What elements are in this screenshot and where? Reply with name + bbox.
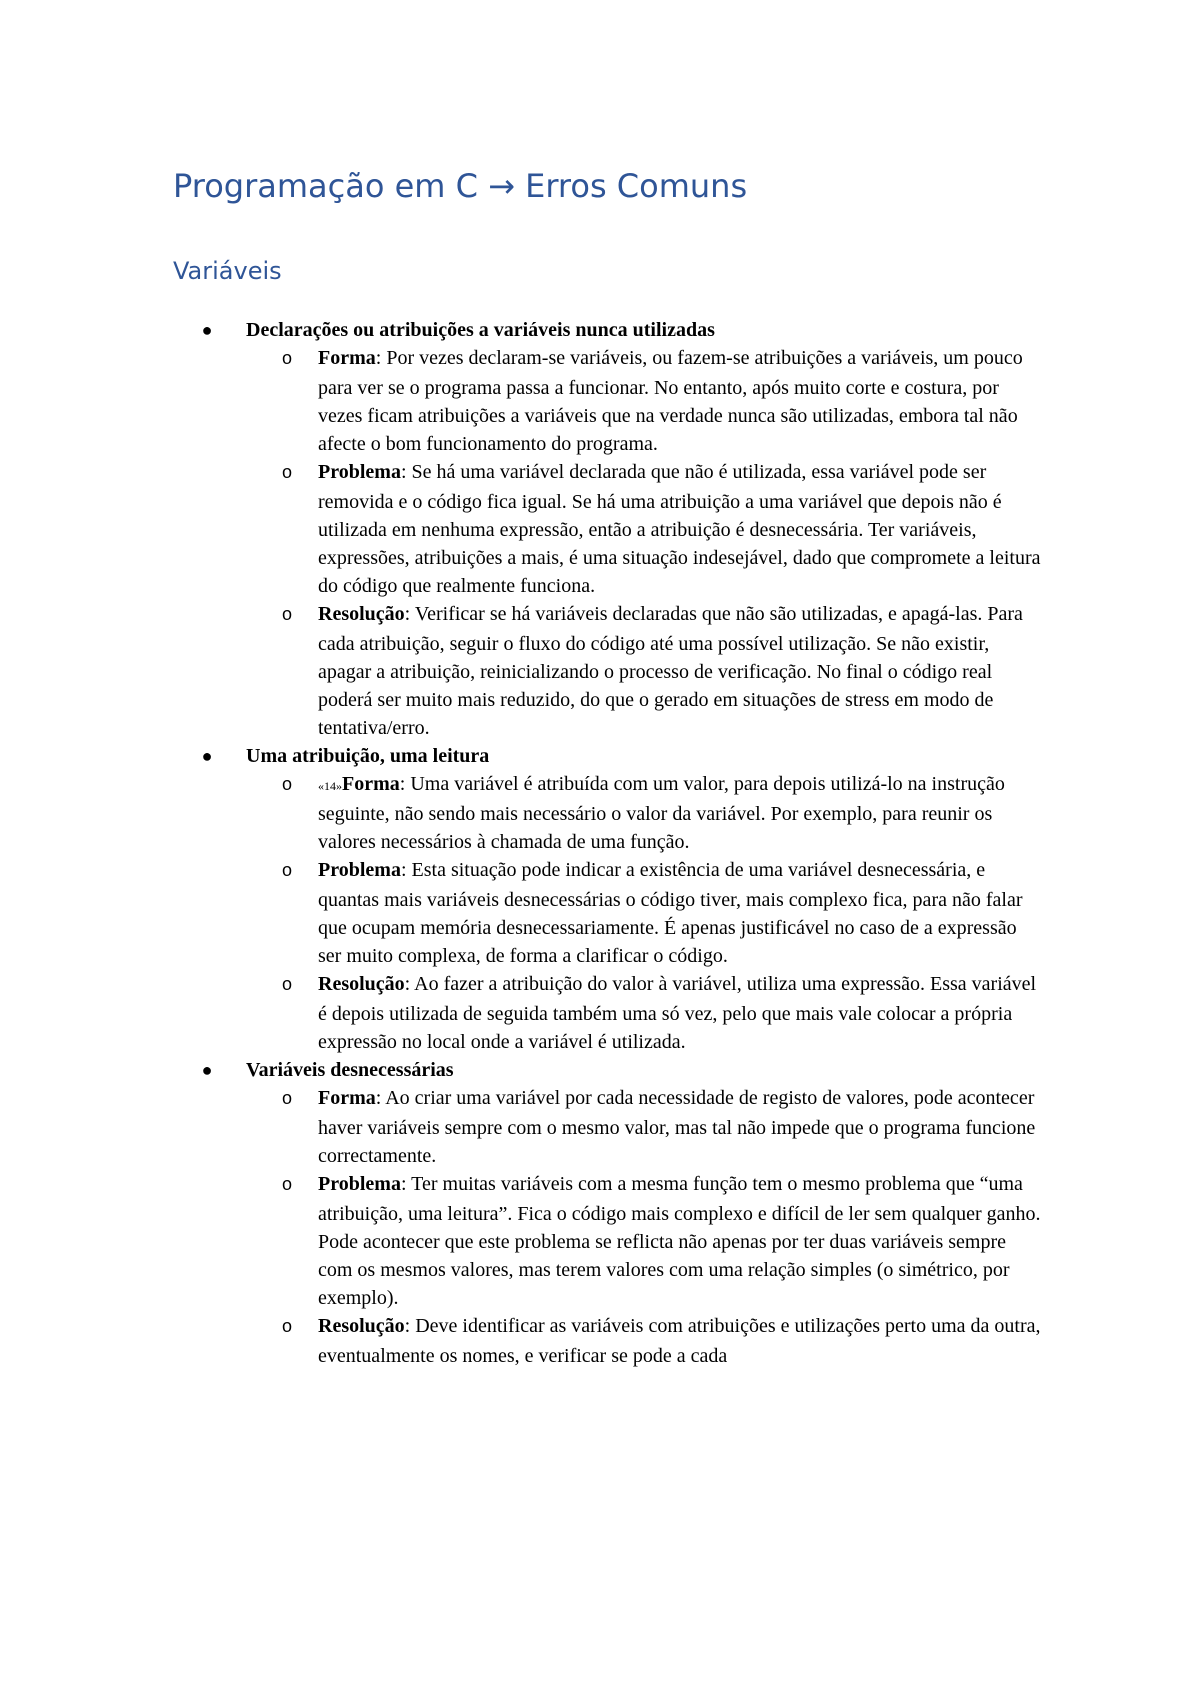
circle-bullet-icon: o (282, 860, 293, 880)
topic-list (173, 316, 1043, 1370)
point-label: Forma (318, 347, 376, 369)
circle-bullet-icon: o (282, 462, 293, 482)
point-label: Resolução (318, 973, 405, 995)
point-text: : Por vezes declaram-se variáveis, ou fazem-se atribuições a variáveis, um pouco para ver se o programa passa a funcionar. No entanto, após muito corte e costura, por vezes ficam atribuições a variáveis que na verdade nunca são utilizadas, embora tal não afecte o bom funcionamento do programa. (318, 347, 1023, 455)
topic-title: Declarações ou atribuições a variáveis nunca utilizadas (246, 319, 715, 341)
point-label: Forma (318, 1087, 376, 1109)
list-item (246, 344, 1043, 458)
circle-bullet-icon: o (282, 1174, 293, 1194)
list-item (246, 458, 1043, 600)
sub-list (246, 770, 1043, 1056)
bullet-icon: ● (201, 746, 213, 766)
list-item (173, 742, 1043, 1056)
document-title: Programação em C → Erros Comuns (173, 167, 748, 205)
point-label: Problema (318, 859, 401, 881)
circle-bullet-icon: o (282, 604, 293, 624)
topic-title: Variáveis desnecessárias (246, 1059, 454, 1081)
bullet-icon: ● (201, 320, 213, 340)
point-text: : Deve identificar as variáveis com atribuições e utilizações perto uma da outra, eventualmente os nomes, e verificar se pode a cada (318, 1315, 1041, 1367)
note-marker: «14» (318, 779, 342, 793)
point-label: Problema (318, 1173, 401, 1195)
list-item (246, 1312, 1043, 1370)
point-text: : Ao fazer a atribuição do valor à variável, utiliza uma expressão. Essa variável é depois utilizada de seguida também uma só vez, pelo que mais vale colocar a própria expressão no local onde a variável é utilizada. (318, 973, 1037, 1053)
point-label: Resolução (318, 1315, 405, 1337)
sub-list (246, 1084, 1043, 1370)
point-text: : Ao criar uma variável por cada necessidade de registo de valores, pode acontecer haver variáveis sempre com o mesmo valor, mas tal não impede que o programa funcione correctamente. (318, 1087, 1036, 1167)
point-label: Problema (318, 461, 401, 483)
list-item (246, 600, 1043, 742)
bullet-icon: ● (201, 1060, 213, 1080)
circle-bullet-icon: o (282, 774, 293, 794)
point-text: : Se há uma variável declarada que não é utilizada, essa variável pode ser removida e o código fica igual. Se há uma atribuição a uma variável que depois não é utilizada em nenhuma expressão, então a atribuição é desnecessária. Ter variáveis, expressões, atribuições a mais, é uma situação indesejável, dado que compromete a leitura do código que realmente funciona. (318, 461, 1041, 597)
circle-bullet-icon: o (282, 1316, 293, 1336)
point-text: : Uma variável é atribuída com um valor, para depois utilizá-lo na instrução seguinte, não sendo mais necessário o valor da variável. Por exemplo, para reunir os valores necessários à chamada de uma função. (318, 773, 1005, 853)
point-label: Resolução (318, 603, 405, 625)
point-text: : Esta situação pode indicar a existência de uma variável desnecessária, e quantas mais variáveis desnecessárias o código tiver, mais complexo fica, para não falar que ocupam memória desnecessariamente. É apenas justificável no caso de a expressão ser muito complexa, de forma a clarificar o código. (318, 859, 1023, 967)
topic-title: Uma atribuição, uma leitura (246, 745, 490, 767)
list-item (246, 1084, 1043, 1170)
section-heading: Variáveis (173, 257, 282, 285)
point-text: : Verificar se há variáveis declaradas que não são utilizadas, e apagá-las. Para cada atribuição, seguir o fluxo do código até uma possível utilização. Se não existir, apagar a atribuição, reinicializando o processo de verificação. No final o código real poderá ser muito mais reduzido, do que o gerado em situações de stress em modo de tentativa/erro. (318, 603, 1023, 739)
list-item (246, 856, 1043, 970)
point-text: : Ter muitas variáveis com a mesma função tem o mesmo problema que “uma atribuição, uma leitura”. Fica o código mais complexo e difícil de ler sem qualquer ganho. Pode acontecer que este problema se reflicta não apenas por ter duas variáveis sempre com os mesmos valores, mas terem valores com uma relação simples (o simétrico, por exemplo). (318, 1173, 1041, 1309)
point-label: Forma (342, 773, 400, 795)
list-item (246, 770, 1043, 856)
sub-list (246, 344, 1043, 742)
circle-bullet-icon: o (282, 348, 293, 368)
circle-bullet-icon: o (282, 1088, 293, 1108)
list-item (246, 970, 1043, 1056)
list-item (173, 316, 1043, 742)
circle-bullet-icon: o (282, 974, 293, 994)
list-item (173, 1056, 1043, 1370)
list-item (246, 1170, 1043, 1312)
